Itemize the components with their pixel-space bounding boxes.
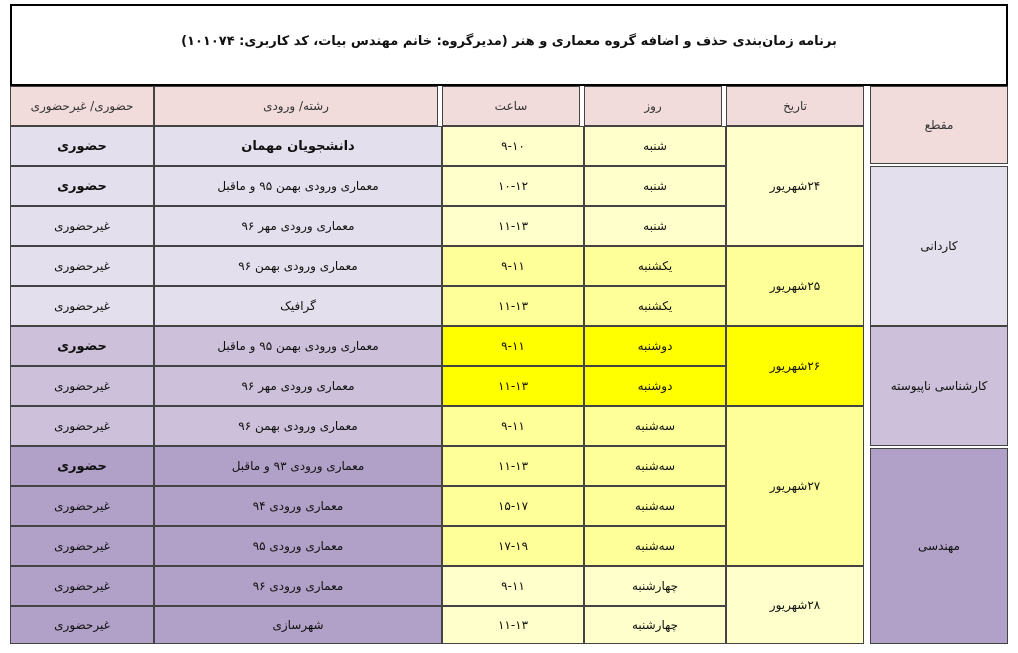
schedule-table bbox=[10, 86, 1008, 644]
header-field: رشته/ ورودی bbox=[154, 86, 438, 126]
field-cell: معماری ورودی مهر ۹۶ bbox=[154, 366, 442, 406]
day-cell: دوشنبه bbox=[584, 326, 726, 366]
time-cell: ۱۱-۱۳ bbox=[442, 366, 584, 406]
page-title: برنامه زمان‌بندی حذف و اضافه گروه معماری و هنر (مدیرگروه: خانم مهندس بیات، کد کاربری: ۱۰۱۰۷۴) bbox=[181, 34, 837, 49]
attendance-cell: غیرحضوری bbox=[10, 366, 154, 406]
time-cell: ۱۱-۱۳ bbox=[442, 206, 584, 246]
field-cell: معماری ورودی مهر ۹۶ bbox=[154, 206, 442, 246]
field-cell: معماری ورودی ۹۶ bbox=[154, 566, 442, 606]
attendance-cell: غیرحضوری bbox=[10, 486, 154, 526]
attendance-cell: غیرحضوری bbox=[10, 606, 154, 644]
title-box bbox=[10, 4, 1008, 86]
date-cell: ۲۷شهریور bbox=[726, 406, 864, 566]
field-cell: معماری ورودی بهمن ۹۶ bbox=[154, 246, 442, 286]
time-cell: ۱۷-۱۹ bbox=[442, 526, 584, 566]
time-cell: ۹-۱۱ bbox=[442, 326, 584, 366]
date-cell: ۲۵شهریور bbox=[726, 246, 864, 326]
header-day: روز bbox=[584, 86, 722, 126]
header-level: مقطع bbox=[870, 86, 1008, 164]
day-cell: سه‌شنبه bbox=[584, 446, 726, 486]
level-mohandesi: مهندسی bbox=[870, 448, 1008, 644]
field-cell: معماری ورودی ۹۳ و ماقبل bbox=[154, 446, 442, 486]
day-cell: چهارشنبه bbox=[584, 606, 726, 644]
day-cell: شنبه bbox=[584, 126, 726, 166]
day-cell: یکشنبه bbox=[584, 286, 726, 326]
day-cell: شنبه bbox=[584, 206, 726, 246]
date-cell: ۲۴شهریور bbox=[726, 126, 864, 246]
date-cell: ۲۸شهریور bbox=[726, 566, 864, 644]
day-cell: سه‌شنبه bbox=[584, 486, 726, 526]
day-cell: شنبه bbox=[584, 166, 726, 206]
schedule-document bbox=[10, 4, 1008, 644]
time-cell: ۱۱-۱۳ bbox=[442, 606, 584, 644]
time-cell: ۱۱-۱۳ bbox=[442, 286, 584, 326]
header-attendance: حضوری/ غیرحضوری bbox=[10, 86, 154, 126]
day-cell: سه‌شنبه bbox=[584, 526, 726, 566]
attendance-cell: حضوری bbox=[10, 446, 154, 486]
level-karshenasi: کارشناسی ناپیوسته bbox=[870, 326, 1008, 446]
attendance-cell: غیرحضوری bbox=[10, 526, 154, 566]
time-cell: ۱۱-۱۳ bbox=[442, 446, 584, 486]
time-cell: ۹-۱۱ bbox=[442, 246, 584, 286]
time-cell: ۹-۱۰ bbox=[442, 126, 584, 166]
attendance-cell: حضوری bbox=[10, 166, 154, 206]
date-cell: ۲۶شهریور bbox=[726, 326, 864, 406]
attendance-cell: حضوری bbox=[10, 126, 154, 166]
day-cell: سه‌شنبه bbox=[584, 406, 726, 446]
field-cell: گرافیک bbox=[154, 286, 442, 326]
field-cell: معماری ورودی بهمن ۹۶ bbox=[154, 406, 442, 446]
attendance-cell: غیرحضوری bbox=[10, 206, 154, 246]
attendance-cell: غیرحضوری bbox=[10, 246, 154, 286]
header-date: تاریخ bbox=[726, 86, 864, 126]
field-cell: شهرسازی bbox=[154, 606, 442, 644]
time-cell: ۱۵-۱۷ bbox=[442, 486, 584, 526]
level-kardani: کاردانی bbox=[870, 166, 1008, 326]
field-cell: معماری ورودی ۹۴ bbox=[154, 486, 442, 526]
field-cell: معماری ورودی ۹۵ bbox=[154, 526, 442, 566]
time-cell: ۱۰-۱۲ bbox=[442, 166, 584, 206]
time-cell: ۹-۱۱ bbox=[442, 406, 584, 446]
time-cell: ۹-۱۱ bbox=[442, 566, 584, 606]
attendance-cell: غیرحضوری bbox=[10, 406, 154, 446]
attendance-cell: حضوری bbox=[10, 326, 154, 366]
attendance-cell: غیرحضوری bbox=[10, 286, 154, 326]
header-time: ساعت bbox=[442, 86, 580, 126]
day-cell: چهارشنبه bbox=[584, 566, 726, 606]
field-cell: معماری ورودی بهمن ۹۵ و ماقبل bbox=[154, 326, 442, 366]
day-cell: یکشنبه bbox=[584, 246, 726, 286]
day-cell: دوشنبه bbox=[584, 366, 726, 406]
attendance-cell: غیرحضوری bbox=[10, 566, 154, 606]
field-cell: دانشجویان مهمان bbox=[154, 126, 442, 166]
field-cell: معماری ورودی بهمن ۹۵ و ماقبل bbox=[154, 166, 442, 206]
